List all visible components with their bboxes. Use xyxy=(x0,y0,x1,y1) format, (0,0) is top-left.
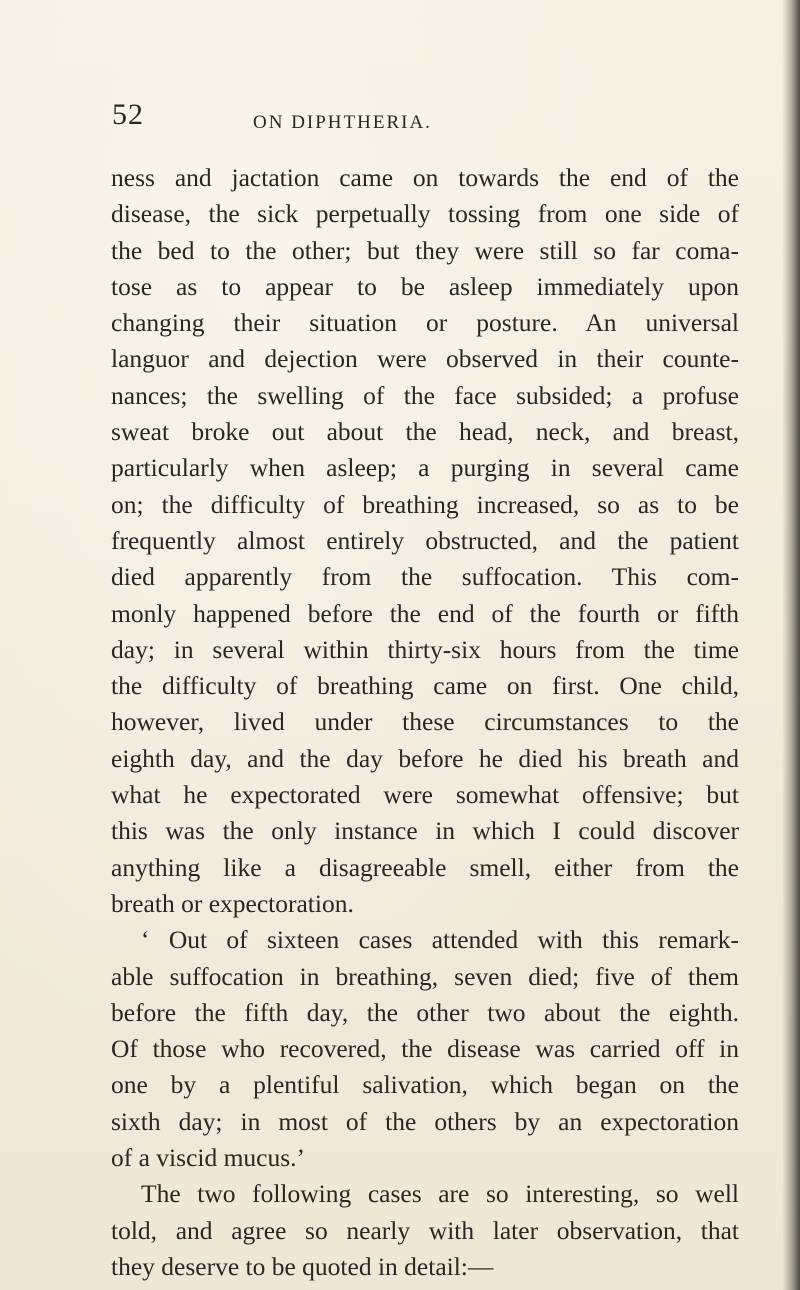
text-line: told, and agree so nearly with later observation, that xyxy=(111,1215,739,1245)
text-line: particularly when asleep; a purging in several came xyxy=(111,453,739,483)
text-line: ness and jactation came on towards the end of the xyxy=(111,163,739,192)
text-line: sixth day; in most of the others by an expectoration xyxy=(111,1106,739,1136)
text-line: day; in several within thirty-six hours from the time xyxy=(111,634,739,664)
text-line: however, lived under these circumstances to the xyxy=(111,707,739,737)
text-line: frequently almost entirely obstructed, and the patient xyxy=(111,525,739,555)
text-line: the bed to the other; but they were still so far coma- xyxy=(111,235,739,265)
text-line: tose as to appear to be asleep immediately upon xyxy=(111,271,739,301)
text-line: eighth day, and the day before he died his breath and xyxy=(111,743,739,773)
text-line: able suffocation in breathing, seven died; five of them xyxy=(111,961,739,991)
paragraph-end-line: they deserve to be quoted in detail:— xyxy=(111,1251,494,1281)
text-line: before the fifth day, the other two about the eighth. xyxy=(111,997,739,1027)
text-line: on; the difficulty of breathing increased, so as to be xyxy=(111,489,739,519)
text-line: sweat broke out about the head, neck, and breast, xyxy=(111,417,739,447)
quote-first-line: ‘ Out of sixteen cases attended with this remark- xyxy=(141,925,739,955)
paragraph-end-line: of a viscid mucus.’ xyxy=(111,1143,306,1173)
text-line: what he expectorated were somewhat offensive; but xyxy=(111,780,739,810)
page-edge-shadow xyxy=(782,0,800,1290)
paragraph-first-line: The two following cases are so interesting, so well xyxy=(141,1179,739,1209)
page-number: 52 xyxy=(112,98,144,131)
text-line: anything like a disagreeable smell, either from the xyxy=(111,852,739,882)
running-title: ON DIPHTHERIA. xyxy=(253,112,432,133)
text-line: Of those who recovered, the disease was carried off in xyxy=(111,1034,739,1064)
body-text xyxy=(111,160,739,1285)
text-line: one by a plentiful salivation, which began on the xyxy=(111,1070,739,1100)
text-line: this was the only instance in which I could discover xyxy=(111,816,739,846)
text-line: languor and dejection were observed in their counte- xyxy=(111,344,739,374)
running-head xyxy=(0,92,800,142)
text-line: the difficulty of breathing came on first. One child, xyxy=(111,671,739,701)
text-line: died apparently from the suffocation. This com- xyxy=(111,562,739,592)
text-line: disease, the sick perpetually tossing from one side of xyxy=(111,199,739,229)
text-line: changing their situation or posture. An universal xyxy=(111,308,739,338)
text-line: nances; the swelling of the face subsided; a profuse xyxy=(111,380,739,410)
paragraph-end-line: breath or expectoration. xyxy=(111,888,354,918)
text-line: monly happened before the end of the fourth or fifth xyxy=(111,598,739,628)
